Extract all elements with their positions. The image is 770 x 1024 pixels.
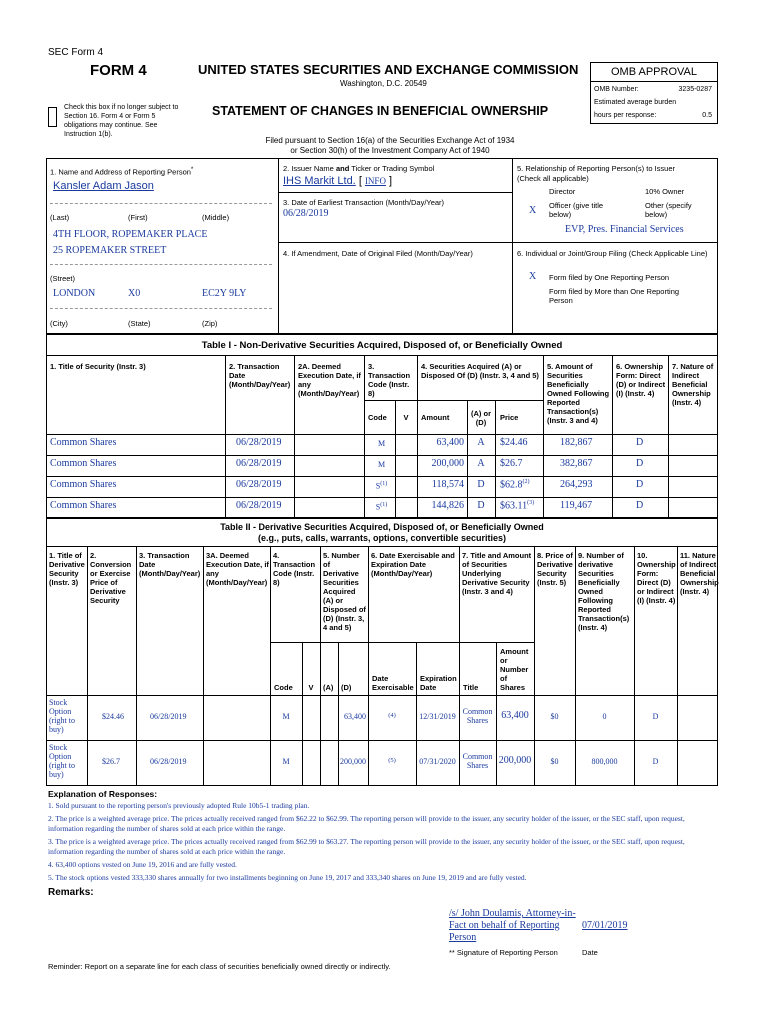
t1-h2a: 2A. Deemed Execution Date, if any (Month/Day/Year) [298, 362, 361, 398]
deriv-row-form: D [652, 757, 659, 766]
signature-label: ** Signature of Reporting Person [449, 948, 558, 957]
deriv-row-underlying-title: Common Shares [462, 707, 493, 725]
table2-title-1: Table II - Derivative Securities Acquired, Disposed of, or Beneficially Owned [220, 522, 544, 532]
t2-amount: Amount or Number of Shares [500, 647, 529, 692]
deriv-row-title: Stock Option (right to buy) [49, 698, 75, 734]
agency-location: Washington, D.C. 20549 [340, 79, 427, 88]
table-row-title: Common Shares [50, 458, 117, 469]
other-label: Other (specify below) [645, 201, 692, 219]
t2-h3a: 3A. Deemed Execution Date, if any (Month/Day/Year) [206, 551, 269, 587]
ten-percent-label: 10% Owner [645, 187, 685, 196]
table-row-date: 06/28/2019 [236, 479, 282, 490]
address-line-1: 4TH FLOOR, ROPEMAKER PLACE [53, 229, 208, 240]
table-row-form: D [636, 458, 644, 469]
table-row-amount: 144,826 [431, 500, 464, 511]
issuer-ticker: IHS Markit Ltd. [ INFO ] [283, 175, 393, 187]
issuer-name-link[interactable]: IHS Markit Ltd. [283, 175, 356, 187]
signature-value: /s/ John Doulamis, Attorney-in-Fact on behalf of Reporting Person [449, 908, 576, 943]
director-label: Director [549, 187, 576, 196]
box4-label: 4. If Amendment, Date of Original Filed (Month/Day/Year) [283, 249, 473, 258]
table-row-price: $24.46 [500, 437, 528, 448]
table-row-code: M [377, 460, 386, 469]
officer-check[interactable]: X [529, 205, 537, 216]
box5-label: 5. Relationship of Reporting Person(s) to Issuer [517, 164, 675, 173]
signature-date: 07/01/2019 [582, 920, 628, 931]
filed-pursuant-2: or Section 30(h) of the Investment Company Act of 1940 [290, 146, 490, 155]
t2-h7: 7. Title and Amount of Securities Underlying Derivative Security (Instr. 3 and 4) [462, 551, 532, 596]
deriv-row-form: D [652, 712, 659, 721]
t2-a: (A) [323, 683, 334, 692]
table2-title-2: (e.g., puts, calls, warrants, options, convertible securities) [257, 533, 507, 543]
t1-h7: 7. Nature of Indirect Beneficial Ownership (Instr. 4) [672, 362, 714, 407]
table-row-code: $S^{(1)}$ [375, 481, 388, 491]
t2-h10: 10. Ownership Form: Direct (D) or Indirect (I) (Instr. 4) [637, 551, 676, 605]
statement-title: STATEMENT OF CHANGES IN BENEFICIAL OWNERSHIP [212, 104, 549, 118]
t1-h3: 3. Transaction Code (Instr. 8) [368, 362, 411, 398]
deriv-row-conversion: $24.46 [102, 712, 124, 721]
remarks-title: Remarks: [48, 887, 94, 898]
explanation-note: 4. 63,400 options vested on June 19, 2016 and are fully vested. [48, 860, 237, 869]
filed-pursuant-1: Filed pursuant to Section 16(a) of the Securities Exchange Act of 1934 [265, 136, 515, 145]
deriv-row-exercisable: (5) [388, 757, 396, 764]
table-row-form: D [636, 437, 644, 448]
deriv-row-date: 06/28/2019 [150, 757, 187, 766]
t2-h1: 1. Title of Derivative Security (Instr. 3) [49, 551, 85, 587]
deriv-row-underlying-amount: 200,000 [498, 755, 532, 766]
earliest-transaction-date: 06/28/2019 [283, 208, 329, 219]
agency-title: UNITED STATES SECURITIES AND EXCHANGE COMMISSION [198, 62, 579, 77]
one-person-check[interactable]: X [529, 271, 537, 282]
table1-title: Table I - Non-Derivative Securities Acquired, Disposed of, or Beneficially Owned [201, 340, 563, 351]
table-row-amount: 63,400 [436, 437, 464, 448]
deriv-row-price: $0 [550, 712, 559, 721]
explanation-title: Explanation of Responses: [48, 789, 158, 799]
deriv-row-owned: 800,000 [591, 757, 618, 766]
first-label: (First) [128, 213, 148, 222]
city-value: LONDON [53, 288, 96, 299]
t2-title: Title [463, 683, 479, 692]
t2-h8: 8. Price of Derivative Security (Instr. 5) [537, 551, 573, 587]
officer-label: Officer (give title below) [549, 201, 604, 219]
t2-h6: 6. Date Exercisable and Expiration Date (Month/Day/Year) [371, 551, 455, 578]
t2-h9: 9. Number of derivative Securities Beneficially Owned Following Reported Transaction(s) (Instr. 4) [578, 551, 630, 632]
table-row-ad: D [477, 500, 485, 511]
table-row-owned: 264,293 [560, 479, 593, 490]
table-row-date: 06/28/2019 [236, 458, 282, 469]
table-row-title: Common Shares [50, 437, 117, 448]
t2-date-exercisable: Date Exercisable [372, 674, 414, 692]
reporting-person-name[interactable]: Kansler Adam Jason [53, 180, 154, 192]
explanation-notes [48, 801, 708, 886]
street-label: (Street) [50, 274, 76, 283]
deriv-row-conversion: $26.7 [102, 757, 120, 766]
t1-ad: (A) or (D) [471, 409, 491, 427]
table-row-owned: 382,867 [560, 458, 593, 469]
table-row-ad: A [477, 458, 485, 469]
sec-form-label: SEC Form 4 [48, 47, 104, 58]
box5-sublabel: (Check all applicable) [517, 174, 589, 183]
omb-hours-label: hours per response: [594, 112, 657, 119]
t1-h6: 6. Ownership Form: Direct (D) or Indirect (I) (Instr. 4) [616, 362, 666, 398]
t2-h4: 4. Transaction Code (Instr. 8) [273, 551, 316, 587]
explanation-note: 3. The price is a weighted average price. The prices actually received ranged from $62.99 to $63.27. The reporting person will provide to the issuer, any security holder of the issuer, or the SEC staff, upon request, information regarding the number of shares sold at each price within the range. [48, 837, 685, 856]
state-label: (State) [128, 319, 151, 328]
deriv-row-code: M [282, 712, 290, 721]
table-row-amount: 118,574 [431, 479, 464, 490]
form-title: FORM 4 [90, 62, 147, 79]
deriv-row-code: M [282, 757, 290, 766]
table-row-form: D [636, 479, 644, 490]
omb-burden-label: Estimated average burden [594, 99, 677, 106]
table-row-code: $S^{(1)}$ [375, 502, 388, 512]
checkbox-instruction: Check this box if no longer subject to Section 16. Form 4 or Form 5 obligations may continue. See Instruction 1(b). [64, 104, 179, 138]
deriv-row-price: $0 [550, 757, 559, 766]
deriv-row-disposed: 200,000 [340, 757, 366, 766]
last-label: (Last) [50, 213, 70, 222]
zip-label: (Zip) [202, 319, 218, 328]
t2-v: V [308, 683, 314, 692]
deriv-row-underlying-title: Common Shares [462, 752, 493, 770]
table-row-owned: 182,867 [560, 437, 593, 448]
t2-expiration-date: Expiration Date [420, 674, 457, 692]
t2-h5: 5. Number of Derivative Securities Acquired (A) or Disposed of (D) (Instr. 3, 4 and 5) [323, 551, 366, 632]
t1-code: Code [368, 413, 387, 422]
table-row-code: M [377, 439, 386, 448]
deriv-row-exercisable: (4) [388, 712, 396, 719]
t1-price: Price [500, 413, 519, 422]
state-value: X0 [128, 288, 141, 299]
table-row-ad: A [477, 437, 485, 448]
table-row-price: $63.11$^{(3)}$ [500, 500, 535, 512]
reminder: Reminder: Report on a separate line for each class of securities beneficially owned directly or indirectly. [48, 962, 391, 971]
address-line-2: 25 ROPEMAKER STREET [53, 245, 167, 256]
table-row-price: $62.8$^{(2)}$ [500, 479, 530, 491]
omb-number-label: OMB Number: [594, 86, 639, 93]
box2-label: 2. Issuer Name and Ticker or Trading Symbol [283, 164, 435, 173]
deriv-row-expiration: 07/31/2020 [419, 757, 456, 766]
table-row-title: Common Shares [50, 479, 117, 490]
box6-label: 6. Individual or Joint/Group Filing (Check Applicable Line) [517, 249, 708, 258]
box3-label: 3. Date of Earliest Transaction (Month/Day/Year) [283, 198, 445, 207]
date-label: Date [582, 948, 598, 957]
zip-value: EC2Y 9LY [202, 288, 247, 299]
t1-h4: 4. Securities Acquired (A) or Disposed Of (D) (Instr. 3, 4 and 5) [421, 362, 539, 380]
t2-d: (D) [341, 683, 352, 692]
explanation-note: 2. The price is a weighted average price. The prices actually received ranged from $62.22 to $62.99. The reporting person will provide to the issuer, any security holder of the issuer, or the SEC staff, upon request, information regarding the number of shares sold at each price within the range. [48, 814, 685, 833]
ticker-link[interactable]: INFO [364, 176, 386, 186]
t1-h1: 1. Title of Security (Instr. 3) [50, 362, 146, 371]
t2-code: Code [274, 683, 293, 692]
explanation-note: 1. Sold pursuant to the reporting person's previously adopted Rule 10b5-1 trading plan. [48, 801, 310, 810]
no-longer-subject-checkbox[interactable] [48, 107, 57, 127]
t1-h5: 5. Amount of Securities Beneficially Owned Following Reported Transaction(s) (Instr. 3 and 4) [547, 362, 610, 425]
table-row-amount: 200,000 [431, 458, 464, 469]
t1-amount: Amount [421, 413, 450, 422]
box1-label: 1. Name and Address of Reporting Person* [50, 166, 194, 177]
middle-label: (Middle) [202, 213, 230, 222]
table-row-date: 06/28/2019 [236, 437, 282, 448]
table-row-ad: D [477, 479, 485, 490]
table-row-owned: 119,467 [560, 500, 593, 511]
deriv-row-title: Stock Option (right to buy) [49, 743, 75, 779]
deriv-row-expiration: 12/31/2019 [419, 712, 456, 721]
omb-number: 3235-0287 [678, 86, 712, 93]
deriv-row-owned: 0 [602, 712, 607, 721]
explanation-note: 5. The stock options vested 333,330 shares annually for two installments beginning on June 19, 2017 and 333,340 shares on June 19, 2019 and are fully vested. [48, 873, 527, 882]
t2-h3: 3. Transaction Date (Month/Day/Year) [139, 551, 201, 578]
table-row-price: $26.7 [500, 458, 523, 469]
t1-v: V [403, 413, 409, 422]
deriv-row-date: 06/28/2019 [150, 712, 187, 721]
table-row-date: 06/28/2019 [236, 500, 282, 511]
deriv-row-underlying-amount: 63,400 [501, 710, 529, 721]
t1-h2: 2. Transaction Date (Month/Day/Year) [229, 362, 291, 389]
deriv-row-disposed: 63,400 [344, 712, 366, 721]
table-row-title: Common Shares [50, 500, 117, 511]
city-label: (City) [50, 319, 68, 328]
officer-title: EVP, Pres. Financial Services [565, 224, 684, 235]
t2-h11: 11. Nature of Indirect Beneficial Ownership (Instr. 4) [680, 551, 719, 596]
one-person-label: Form filed by One Reporting Person [549, 273, 670, 282]
more-person-label: Form filed by More than One Reporting Person [549, 287, 680, 305]
table-row-form: D [636, 500, 644, 511]
omb-hours: 0.5 [702, 112, 712, 119]
t2-h2: 2. Conversion or Exercise Price of Derivative Security [90, 551, 132, 605]
omb-title: OMB APPROVAL [611, 66, 697, 78]
